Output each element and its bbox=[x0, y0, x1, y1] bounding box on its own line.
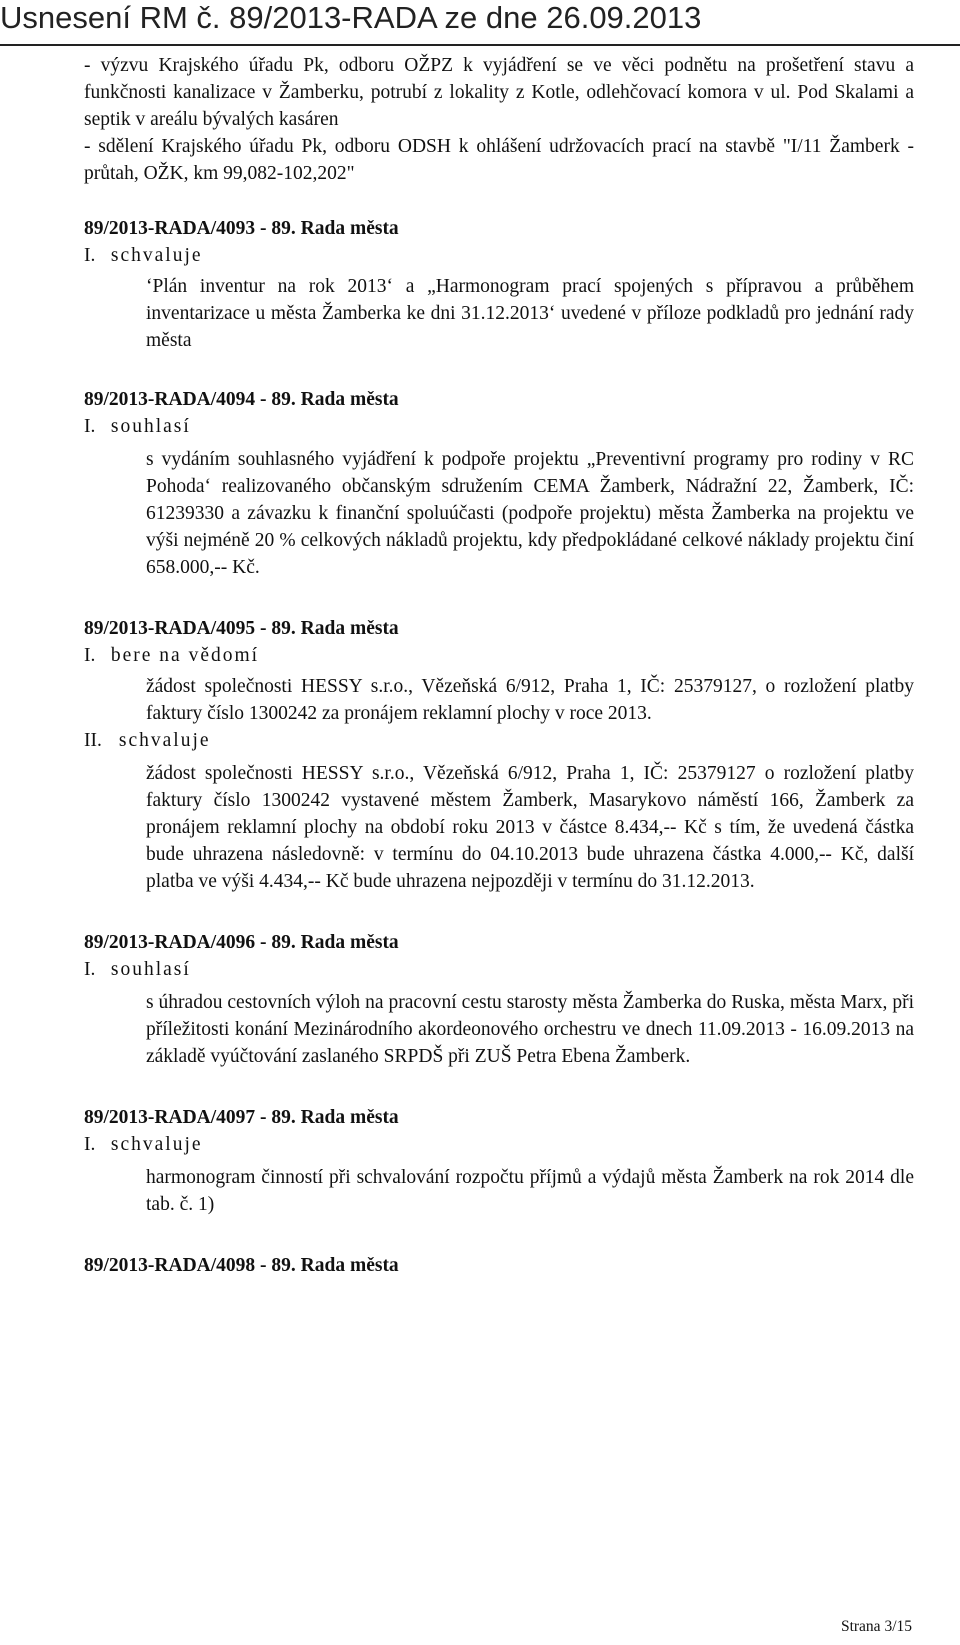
verb-label: schvaluje bbox=[118, 730, 211, 751]
resolution-text: ‘Plán inventur na rok 2013‘ a „Harmonogram prací spojených s přípravou a průběhem inventarizace u města Žamberka ke dni 31.12.2013‘ uvedené v příloze podkladů pro jednání rady města bbox=[146, 276, 914, 351]
resolution-heading: 89/2013-RADA/4098 - 89. Rada města bbox=[84, 1255, 399, 1276]
resolution-heading: 89/2013-RADA/4095 - 89. Rada města bbox=[84, 618, 399, 639]
document-body bbox=[84, 52, 914, 1279]
roman-numeral: I. bbox=[84, 245, 96, 266]
resolution-heading: 89/2013-RADA/4096 - 89. Rada města bbox=[84, 932, 399, 953]
resolution-text: harmonogram činností při schvalování rozpočtu příjmů a výdajů města Žamberk na rok 2014 dle tab. č. 1) bbox=[146, 1167, 914, 1215]
resolution-text: s úhradou cestovních výloh na pracovní cestu starosty města Žamberka do Ruska, města Marx, při příležitosti konání Mezinárodního akordeonového orchestru ve dnech 11.09.2013 - 16.09.2013 na základě vyúčtování zaslaného SRPDŠ při ZUŠ Petra Ebena Žamberk. bbox=[146, 992, 914, 1067]
roman-numeral: I. bbox=[84, 959, 96, 980]
resolution-verb bbox=[84, 642, 914, 669]
roman-numeral: I. bbox=[84, 645, 96, 666]
verb-label: souhlasí bbox=[110, 416, 191, 437]
roman-numeral: I. bbox=[84, 1134, 96, 1155]
intro-paragraph-2: - sdělení Krajského úřadu Pk, odboru ODSH k ohlášení udržovacích prací na stavbě "I/11 Žamberk - průtah, OŽK, km 99,082-102,202" bbox=[84, 136, 914, 184]
resolution-text: s vydáním souhlasného vyjádření k podpoře projektu „Preventivní programy pro rodiny v RC Pohoda‘ realizovaného občanským sdružením CEMA Žamberk, Nádražní 22, Žamberk, IČ: 61239330 a závazku k finanční spoluúčasti (podpoře projektu) města Žamberka na projektu ve výši nejméně 20 % celkových nákladů projektu, kdy předpokládané celkové náklady projektu činí 658.000,-- Kč. bbox=[146, 449, 914, 578]
resolution-heading: 89/2013-RADA/4093 - 89. Rada města bbox=[84, 218, 399, 239]
verb-label: schvaluje bbox=[110, 245, 203, 266]
resolution-verb bbox=[84, 956, 914, 983]
resolution-4094 bbox=[84, 386, 914, 581]
resolution-4097 bbox=[84, 1104, 914, 1218]
verb-label: schvaluje bbox=[110, 1134, 203, 1155]
resolution-heading: 89/2013-RADA/4094 - 89. Rada města bbox=[84, 389, 399, 410]
resolution-text: žádost společnosti HESSY s.r.o., Vězeňská 6/912, Praha 1, IČ: 25379127 o rozložení platby faktury číslo 1300242 vystavené městem Žamberk, Masarykovo náměstí 166, Žamberk za pronájem reklamní plochy na období roku 2013 v částce 8.434,-- Kč s tím, že uvedená částka bude uhrazena následovně: v termínu do 04.10.2013 bude uhrazena částka 4.000,-- Kč, další platba ve výši 4.434,-- Kč bude uhrazena nejpozději v termínu do 31.12.2013. bbox=[146, 763, 914, 892]
resolution-verb bbox=[84, 242, 914, 269]
verb-label: souhlasí bbox=[110, 959, 191, 980]
document-header bbox=[0, 0, 960, 42]
page-number: Strana 3/15 bbox=[840, 1618, 912, 1635]
resolution-verb bbox=[84, 1131, 914, 1158]
header-rule bbox=[0, 44, 960, 46]
verb-label: bere na vědomí bbox=[110, 645, 260, 666]
resolution-text: žádost společnosti HESSY s.r.o., Vězeňská 6/912, Praha 1, IČ: 25379127, o rozložení platby faktury číslo 1300242 za pronájem reklamní plochy v roce 2013. bbox=[146, 676, 914, 724]
resolution-4096 bbox=[84, 929, 914, 1070]
resolution-4095 bbox=[84, 615, 914, 895]
resolution-4093 bbox=[84, 215, 914, 354]
resolution-4098 bbox=[84, 1252, 914, 1279]
document-title: Usnesení RM č. 89/2013-RADA ze dne 26.09.2013 bbox=[0, 0, 702, 35]
resolution-verb bbox=[84, 413, 914, 440]
roman-numeral: II. bbox=[84, 730, 102, 751]
resolution-verb bbox=[84, 727, 914, 754]
intro-paragraph-1: - výzvu Krajského úřadu Pk, odboru OŽPZ k vyjádření se ve věci podnětu na prošetření stavu a funkčnosti kanalizace v Žamberku, potrubí z lokality z Kotle, odlehčovací komora v ul. Pod Skalami a septik v areálu bývalých kasáren bbox=[84, 55, 914, 130]
resolution-heading: 89/2013-RADA/4097 - 89. Rada města bbox=[84, 1107, 399, 1128]
roman-numeral: I. bbox=[84, 416, 96, 437]
